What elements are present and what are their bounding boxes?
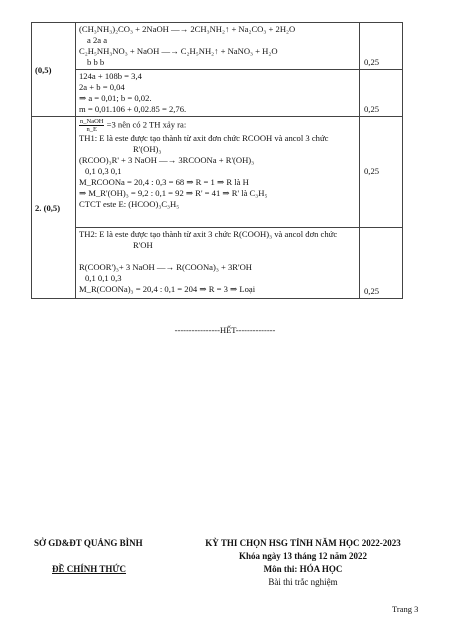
case-text: R'OH [133,240,153,250]
exam-title: KỲ THI CHỌN HSG TỈNH NĂM HỌC 2022-2023 [205,538,401,548]
case-text: TH2: E là este được tạo thành từ axit 3 chức R(COOH)₃ và ancol đơn chức [79,229,338,239]
mole-line: a 2a a [87,35,108,45]
points-cell: 0,25 [360,117,403,228]
official-label: ĐỀ CHÍNH THỨC [52,564,127,574]
mole-line: 0,1 0,3 0,1 [85,166,122,176]
fraction-denominator: n_E [86,126,97,133]
points-cell: 0,25 [360,23,403,70]
equation-line: CTCT este E: (HCOO)₃C₃H₅ [79,199,180,209]
fraction-numerator: n_NaOH [80,118,104,125]
mole-line: b b b [87,57,105,67]
equation-line: m = 0,01.106 + 0,02.85 = 2,76. [79,104,187,114]
answer-cell [76,228,360,299]
answer-cell [76,117,360,228]
table-row [32,117,403,228]
equation-line: ⇒ M_R'(OH)₃ = 9,2 : 0,1 = 92 ⇒ R' = 41 ⇒ R' là C₃H₅ [79,188,268,198]
points-cell: 0,25 [360,228,403,299]
table-row [32,70,403,117]
equation-line: 2a + b = 0,04 [79,82,125,92]
equation-line: C₂H₅NH₃NO₃ + NaOH —→ C₂H₅NH₂↑ + NaNO₃ + H₂O [79,46,278,56]
points-cell: 0,25 [360,70,403,117]
equation-line: (RCOO)₃R' + 3 NaOH —→ 3RCOONa + R'(OH)₃ [79,155,255,165]
mole-line: 0,1 0,1 0,3 [85,273,122,283]
equation-line: M_R(COONa)₃ = 20,4 : 0,1 = 204 ⇒ R = 3 ⇒ Loại [79,284,256,294]
equation-line: 124a + 108b = 3,4 [79,71,142,81]
mole-ratio-fraction [79,118,104,133]
table-row [32,23,403,70]
equation-line: (CH₃NH₃)₂CO₃ + 2NaOH —→ 2CH₃NH₂↑ + Na₂CO₃ + 2H₂O [79,24,296,34]
exam-subject: Môn thi: HÓA HỌC [263,564,343,574]
question-label: 2. (0,5) [32,117,76,299]
case-text: R'(OH)₃ [133,144,162,154]
equation-line: ⇒ a = 0,01; b = 0,02. [79,93,152,103]
case-text: TH1: E là este được tạo thành từ axit đơn chức RCOOH và ancol 3 chức [79,133,329,143]
answer-cell [76,23,360,70]
department-name: SỞ GD&ĐT QUẢNG BÌNH [34,538,143,548]
answer-cell [76,70,360,117]
question-label: (0,5) [32,23,76,117]
exam-type: Bài thi trắc nghiệm [268,577,338,587]
ratio-text: =3 nên có 2 TH xảy ra: [106,119,187,130]
ratio-line [79,118,356,133]
page-number: Trang 3 [392,604,419,614]
equation-line: M_RCOONa = 20,4 : 0,3 = 68 ⇒ R = 1 ⇒ R là H [79,177,249,187]
exam-date: Khóa ngày 13 tháng 12 năm 2022 [238,551,368,561]
equation-line: R(COOR')₃+ 3 NaOH —→ R(COONa)₃ + 3R'OH [79,262,252,272]
blank-line [79,251,356,262]
answer-table [31,22,403,299]
end-marker: ----------------HẾT-------------- [174,325,276,335]
table-row [32,228,403,299]
